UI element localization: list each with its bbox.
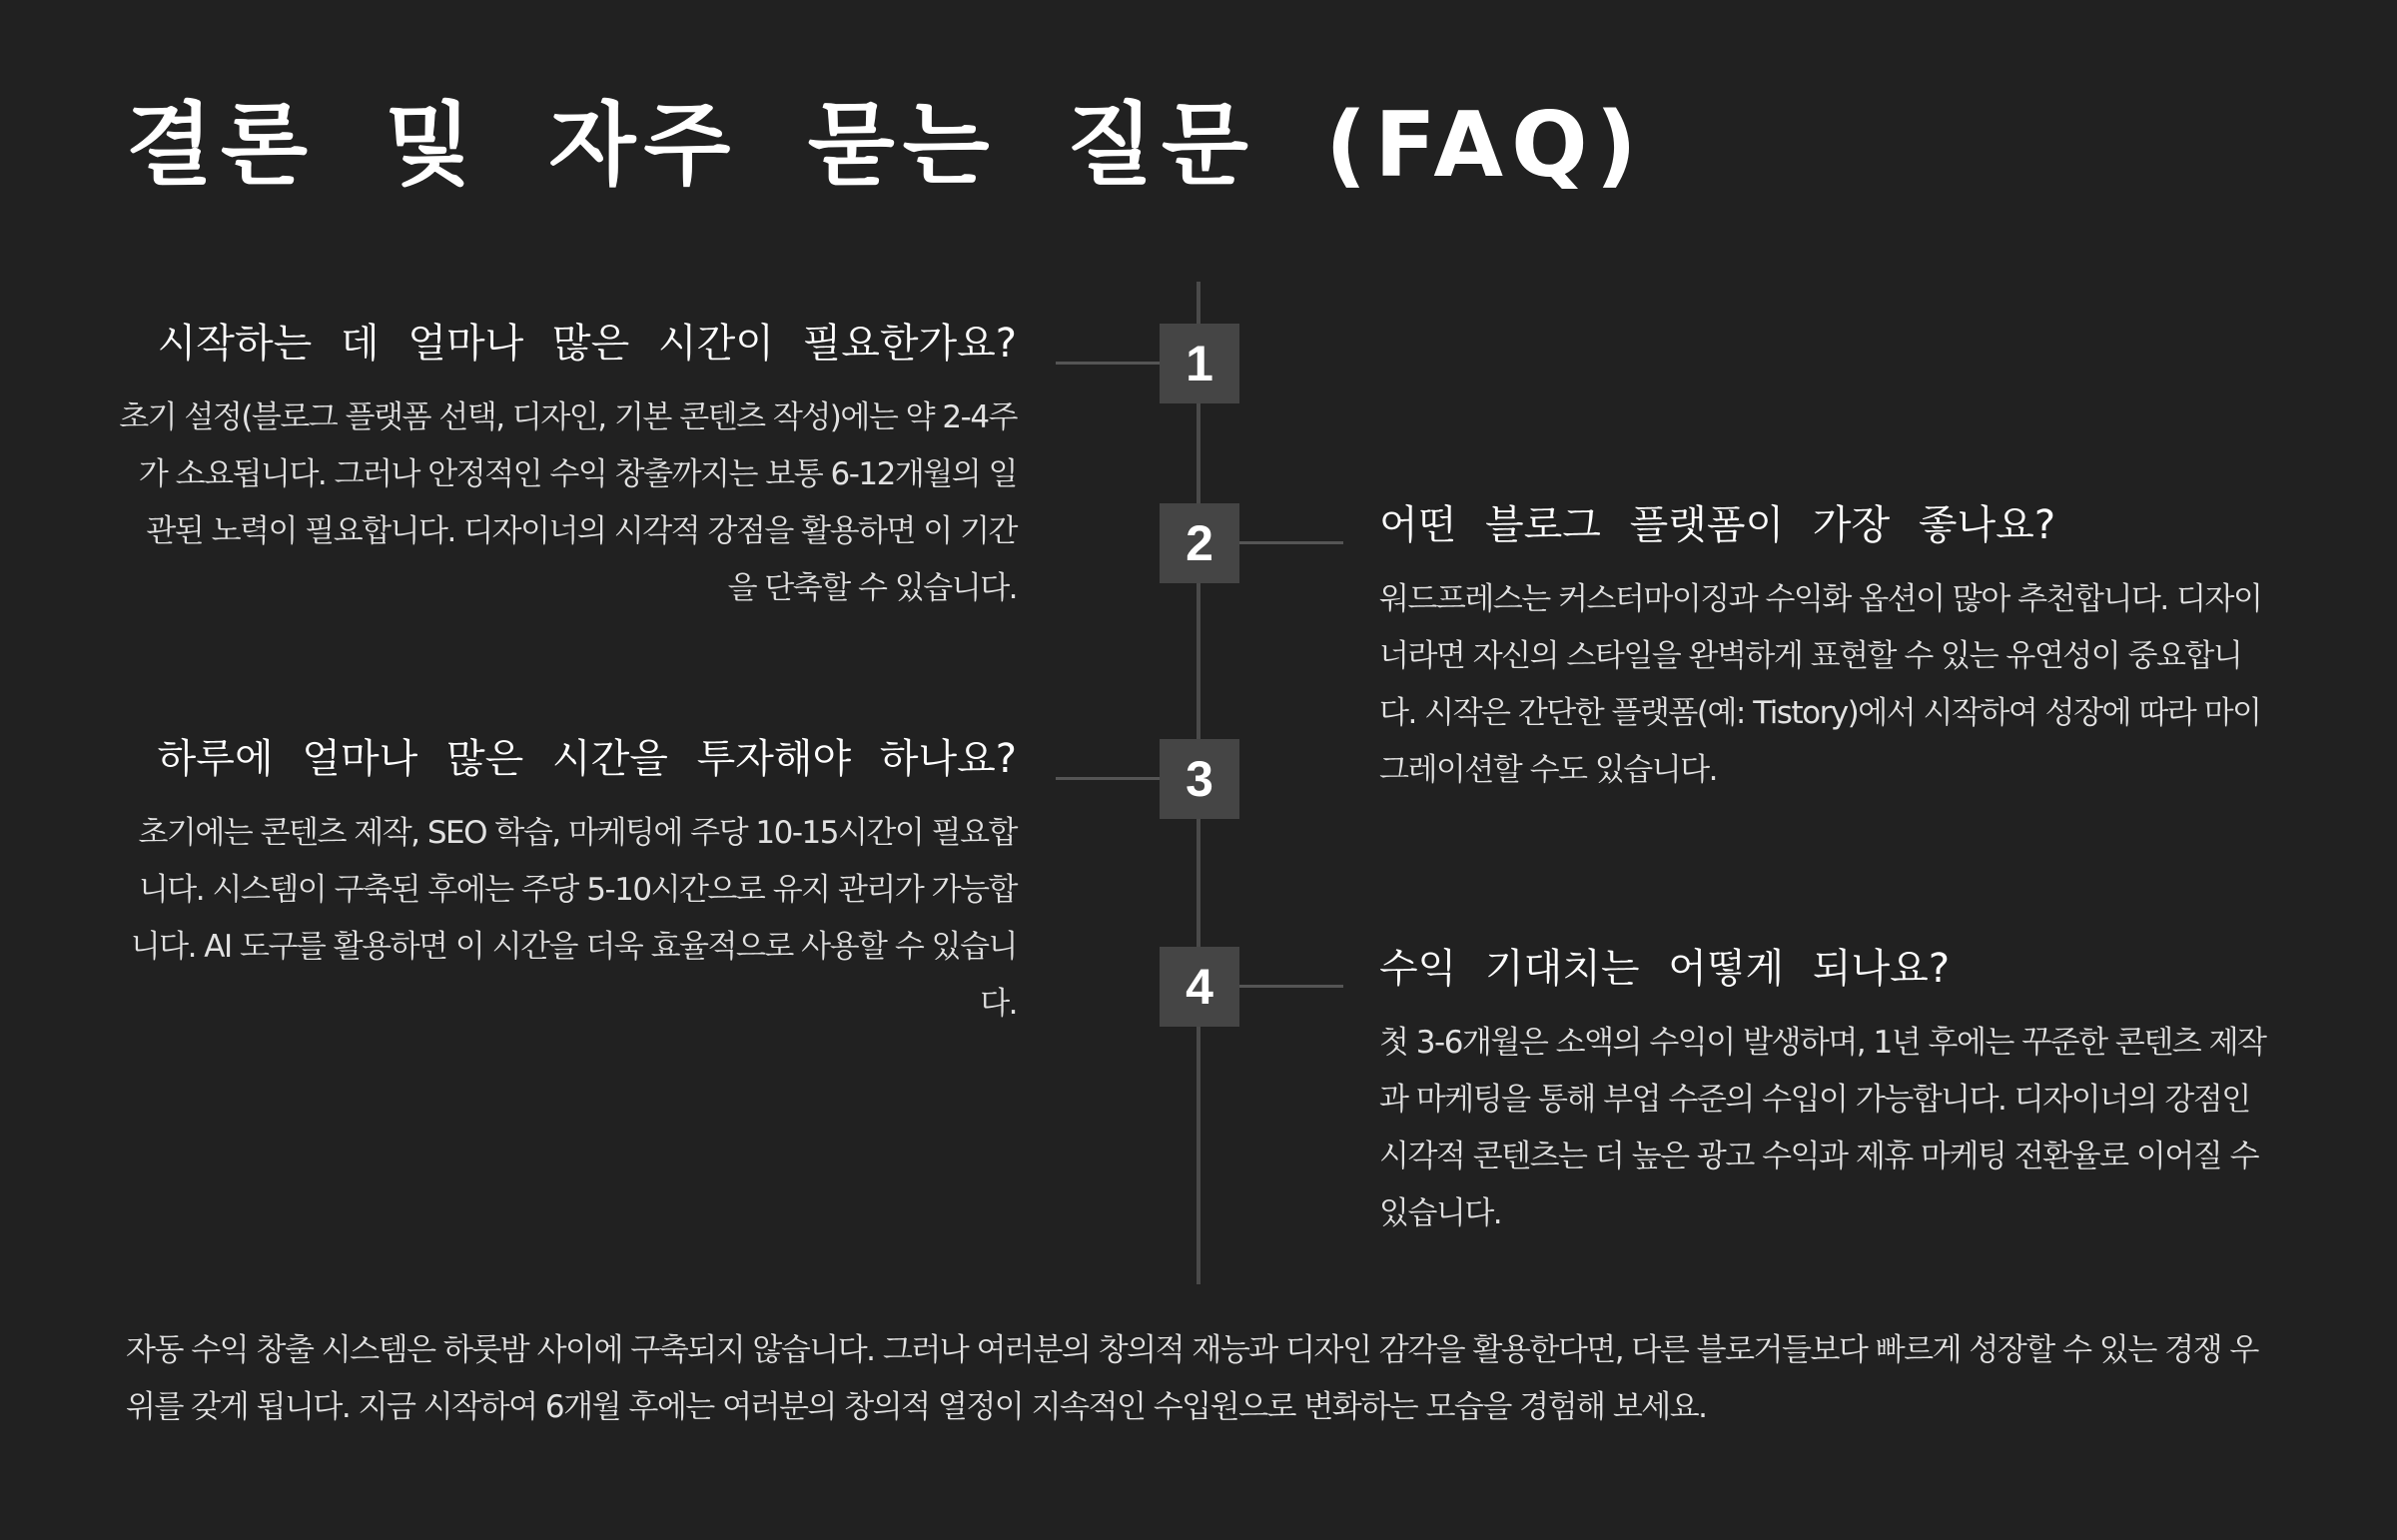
connector-4 [1239,985,1343,988]
faq-item-1 [118,318,1017,617]
page-title: 결론 및 자주 묻는 질문 (FAQ) [126,93,1645,198]
faq-answer-4: 첫 3-6개월은 소액의 수익이 발생하며, 1년 후에는 꾸준한 콘텐츠 제작과 마케팅을 통해 부업 수준의 수입이 가능합니다. 디자이너의 강점인 시각적 콘텐츠는 더 높은 광고 수익과 제휴 마케팅 전환율로 이어질 수 있습니다. [1379,1025,2266,1231]
faq-answer-2: 워드프레스는 커스터마이징과 수익화 옵션이 많아 추천합니다. 디자이너라면 자신의 스타일을 완벽하게 표현할 수 있는 유연성이 중요합니다. 시작은 간단한 플랫폼(예: Tistory)에서 시작하여 성장에 따라 마이그레이션할 수도 있습니다. [1379,581,2262,788]
faq-question-4: 수익 기대치는 어떻게 되나요? [1379,946,1951,992]
faq-question-1: 시작하는 데 얼마나 많은 시간이 필요한가요? [157,321,1017,367]
faq-question-3: 하루에 얼마나 많은 시간을 투자해야 하나요? [157,736,1017,782]
connector-1 [1056,362,1160,365]
faq-item-2 [1379,499,2278,799]
connector-3 [1056,777,1160,780]
faq-item-3 [118,733,1017,1033]
connector-2 [1239,541,1343,544]
faq-number-4: 4 [1160,947,1239,1027]
faq-number-2: 2 [1160,503,1239,583]
faq-answer-3: 초기에는 콘텐츠 제작, SEO 학습, 마케팅에 주당 10-15시간이 필요합니다. 시스템이 구축된 후에는 주당 5-10시간으로 유지 관리가 가능합니다. AI 도구를 활용하면 이 시간을 더욱 효율적으로 사용할 수 있습니다. [130,815,1017,1022]
faq-number-3: 3 [1160,739,1239,819]
faq-item-4 [1379,943,2278,1242]
conclusion-text: 자동 수익 창출 시스템은 하룻밤 사이에 구축되지 않습니다. 그러나 여러분의 창의적 재능과 디자인 감각을 활용한다면, 다른 블로거들보다 빠르게 성장할 수 있는 경쟁 우위를 갖게 됩니다. 지금 시작하여 6개월 후에는 여러분의 창의적 열정이 지속적인 수입원으로 변화하는 모습을 경험해 보세요. [126,1332,2258,1425]
faq-answer-1: 초기 설정(블로그 플랫폼 선택, 디자인, 기본 콘텐츠 작성)에는 약 2-4주가 소요됩니다. 그러나 안정적인 수익 창출까지는 보통 6-12개월의 일관된 노력이 필요합니다. 디자이너의 시각적 강점을 활용하면 이 기간을 단축할 수 있습니다. [119,399,1017,606]
faq-question-2: 어떤 블로그 플랫폼이 가장 좋나요? [1379,502,2056,548]
faq-number-1: 1 [1160,324,1239,403]
